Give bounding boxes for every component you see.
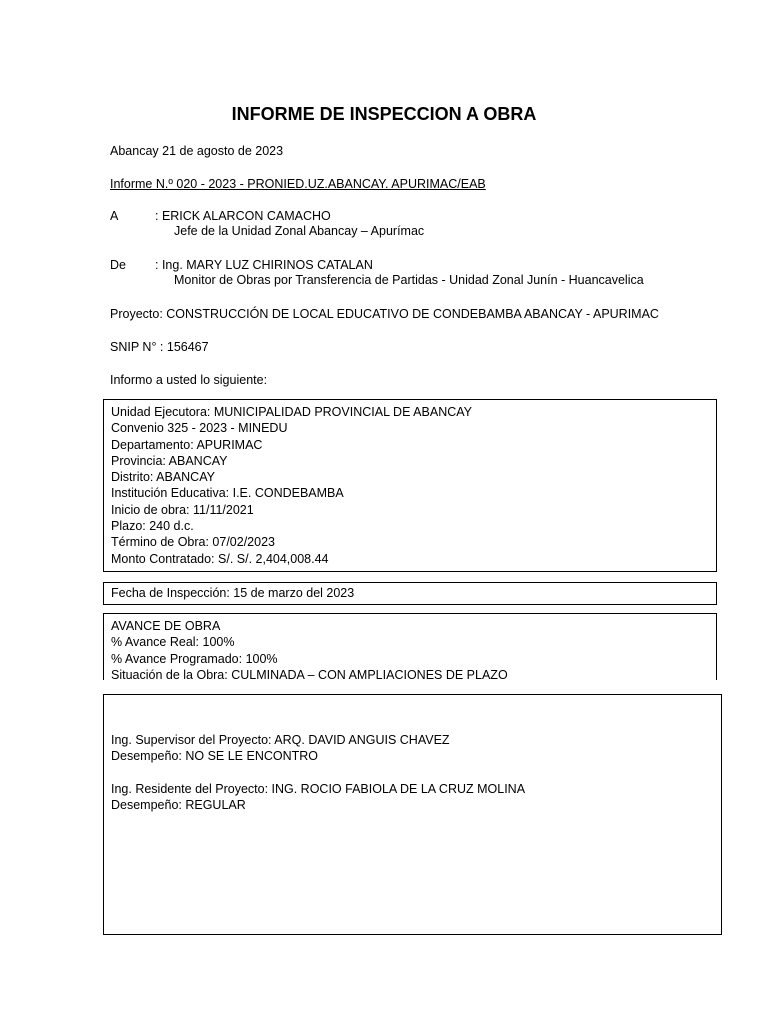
detail-line: Término de Obra: 07/02/2023 bbox=[111, 535, 275, 550]
detail-line: Convenio 325 - 2023 - MINEDU bbox=[111, 421, 288, 436]
snip-line: SNIP N° : 156467 bbox=[110, 340, 209, 354]
detail-line: Plazo: 240 d.c. bbox=[111, 519, 194, 534]
page-title: INFORME DE INSPECCION A OBRA bbox=[231, 104, 537, 124]
detail-line: Distrito: ABANCAY bbox=[111, 470, 215, 485]
resident-line: Ing. Residente del Proyecto: ING. ROCIO FABIOLA DE LA CRUZ MOLINA bbox=[111, 781, 526, 796]
detail-line: Unidad Ejecutora: MUNICIPALIDAD PROVINCIAL DE ABANCAY bbox=[111, 405, 472, 419]
recipient-label: A bbox=[110, 209, 119, 223]
progress-real: % Avance Real: 100% bbox=[111, 635, 235, 650]
detail-line: Inicio de obra: 11/11/2021 bbox=[111, 502, 254, 517]
inspection-date: Fecha de Inspección: 15 de marzo del 2023 bbox=[111, 586, 355, 600]
detail-line: Provincia: ABANCAY bbox=[111, 453, 228, 468]
sender-role: Monitor de Obras por Transferencia de Partidas - Unidad Zonal Junín - Huancavelica bbox=[174, 273, 644, 287]
progress-scheduled: % Avance Programado: 100% bbox=[111, 651, 278, 666]
project-details-box bbox=[103, 399, 717, 572]
inspection-date-box bbox=[103, 582, 717, 605]
date-line: Abancay 21 de agosto de 2023 bbox=[110, 144, 284, 158]
detail-line: Monto Contratado: S/. S/. 2,404,008.44 bbox=[111, 551, 329, 566]
detail-line: Institución Educativa: I.E. CONDEBAMBA bbox=[111, 486, 344, 501]
recipient-role: Jefe de la Unidad Zonal Abancay – Apurímac bbox=[174, 224, 425, 238]
recipient-name: : ERICK ALARCON CAMACHO bbox=[155, 209, 331, 223]
detail-line: Departamento: APURIMAC bbox=[111, 437, 263, 452]
supervisor-performance: Desempeño: NO SE LE ENCONTRO bbox=[111, 749, 319, 764]
report-number: Informe N.º 020 - 2023 - PRONIED.UZ.ABANCAY. APURIMAC/EAB bbox=[110, 177, 486, 191]
staff-box bbox=[103, 694, 722, 935]
supervisor-line: Ing. Supervisor del Proyecto: ARQ. DAVID ANGUIS CHAVEZ bbox=[111, 733, 450, 747]
progress-box bbox=[103, 613, 717, 680]
recipient-block bbox=[110, 209, 424, 238]
sender-block bbox=[110, 258, 644, 287]
project-line: Proyecto: CONSTRUCCIÓN DE LOCAL EDUCATIVO DE CONDEBAMBA ABANCAY - APURIMAC bbox=[110, 307, 659, 321]
sender-name: : Ing. MARY LUZ CHIRINOS CATALAN bbox=[155, 258, 373, 272]
sender-label: De bbox=[110, 258, 126, 272]
resident-performance: Desempeño: REGULAR bbox=[111, 797, 246, 812]
progress-heading: AVANCE DE OBRA bbox=[111, 619, 221, 633]
project-status: Situación de la Obra: CULMINADA – CON AMPLIACIONES DE PLAZO bbox=[111, 667, 508, 680]
intro-line: Informo a usted lo siguiente: bbox=[110, 373, 268, 387]
